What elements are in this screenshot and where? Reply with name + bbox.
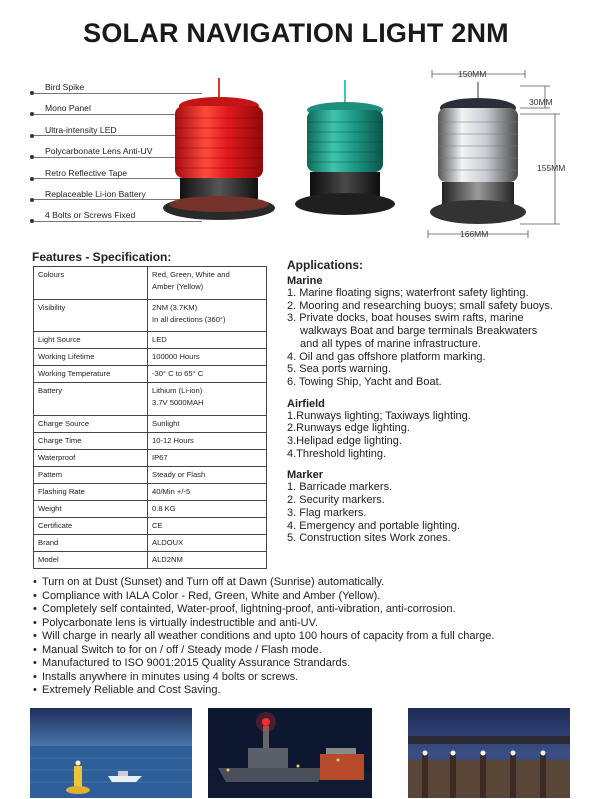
list-item: 1.Runways lighting; Taxiways lighting.: [287, 409, 471, 422]
table-row: [34, 366, 267, 383]
spec-value-cell: -30° C to 65° C: [148, 366, 267, 383]
table-row: [34, 349, 267, 366]
list-item: • Compliance with IALA Color - Red, Green, White and Amber (Yellow).: [33, 590, 583, 604]
spec-key-cell: Charge Time: [34, 432, 148, 449]
feature-bullets: [33, 576, 583, 698]
list-item: 6. Towing Ship, Yacht and Boat.: [287, 375, 442, 388]
list-item: walkways Boat and barge terminals Breakwaters: [300, 325, 538, 338]
spec-value-cell: Sunlight: [148, 415, 267, 432]
buoy-photo: [30, 708, 192, 798]
red-lamp-image: [160, 78, 278, 224]
spec-value-cell: LED: [148, 332, 267, 349]
ship-photo: [208, 708, 372, 798]
dim-body-height: 155MM: [537, 163, 566, 173]
list-item: 5. Sea ports warning.: [287, 363, 391, 376]
list-item: 4. Emergency and portable lighting.: [287, 519, 461, 532]
spec-table: [33, 266, 267, 569]
spec-key-cell: Working Lifetime: [34, 349, 148, 366]
spec-key-cell: Visibility: [34, 299, 148, 332]
green-lamp-image: [292, 80, 398, 220]
list-item: 1. Marine floating signs; waterfront safety lighting.: [287, 287, 529, 299]
list-item: • Turn on at Dust (Sunset) and Turn off at Dawn (Sunrise) automatically.: [33, 576, 583, 590]
marker-heading: Marker: [287, 469, 324, 482]
dim-base-width: 166MM: [460, 229, 489, 239]
list-item: • Manual Switch to for on / off / Steady mode / Flash mode.: [33, 644, 583, 658]
list-item: 5. Construction sites Work zones.: [287, 532, 451, 545]
airfield-group: [287, 398, 587, 461]
spec-key-cell: Colours: [34, 267, 148, 300]
list-item: 3.Helipad edge lighting.: [287, 435, 402, 448]
dim-spike-height: 30MM: [529, 97, 553, 107]
callout-bird-spike: Bird Spike: [28, 78, 218, 99]
list-item: • Installs anywhere in minutes using 4 bolts or screws.: [33, 671, 583, 685]
callout-bolts: 4 Bolts or Screws Fixed: [28, 206, 218, 227]
marine-group: [287, 275, 587, 389]
list-item: • Manufactured to ISO 9001:2015 Quality Assurance Strandards.: [33, 657, 583, 671]
table-row: [34, 383, 267, 416]
list-item: • Polycarbonate lens is virtually indestructible and anti-UV.: [33, 617, 583, 631]
table-row: [34, 267, 267, 300]
callout-mono-panel: Mono Panel: [28, 99, 218, 120]
list-item: 3. Flag markers.: [287, 506, 367, 519]
spec-value-cell: 10-12 Hours: [148, 432, 267, 449]
callout-battery: Replaceable Li-ion Battery: [28, 185, 218, 206]
spec-value-cell: Red, Green, White and Amber (Yellow): [148, 267, 267, 300]
list-item: • Completely self containted, Water-proof, lightning-proof, anti-vibration, anti-corrosion.: [33, 603, 583, 617]
spec-value-cell: 100000 Hours: [148, 349, 267, 366]
dock-photo: [408, 708, 570, 798]
table-row: [34, 299, 267, 332]
spec-key-cell: Light Source: [34, 332, 148, 349]
table-row: [34, 517, 267, 534]
applications-title: Applications:: [287, 258, 364, 272]
dim-top-width: 150MM: [458, 69, 487, 79]
marker-group: [287, 469, 587, 545]
table-row: [34, 551, 267, 568]
spec-key-cell: Battery: [34, 383, 148, 416]
spec-value-cell: Steady or Flash: [148, 466, 267, 483]
list-item: 1. Barricade markers.: [287, 481, 393, 494]
spec-value-cell: ALD2NM: [148, 551, 267, 568]
spec-key-cell: Weight: [34, 500, 148, 517]
table-row: [34, 500, 267, 517]
list-item: 2.Runways edge lighting.: [287, 422, 410, 435]
table-row: [34, 466, 267, 483]
callout-tape: Retro Reflective Tape: [28, 164, 218, 185]
list-item: 4.Threshold lighting.: [287, 447, 387, 460]
spec-key-cell: Working Temperature: [34, 366, 148, 383]
page-title: SOLAR NAVIGATION LIGHT 2NM: [83, 18, 509, 48]
marine-heading: Marine: [287, 275, 323, 287]
list-item: 2. Mooring and researching buoys; small safety buoys.: [287, 299, 553, 312]
applications-section: [287, 258, 587, 554]
spec-value-cell: 2NM (3.7KM) In all directions (360°): [148, 299, 267, 332]
spec-key-cell: Brand: [34, 534, 148, 551]
list-item: • Extremely Reliable and Cost Saving.: [33, 684, 583, 698]
table-row: [34, 332, 267, 349]
table-row: [34, 415, 267, 432]
table-row: [34, 534, 267, 551]
table-row: [34, 432, 267, 449]
spec-key-cell: Certificate: [34, 517, 148, 534]
list-item: • Will charge in nearly all weather conditions and upto 100 hours of capacity from a full charge.: [33, 630, 583, 644]
dimension-lines: [420, 62, 580, 242]
spec-key-cell: Charge Source: [34, 415, 148, 432]
spec-value-cell: Lithium (Li-ion) 3.7V 5000MAH: [148, 383, 267, 416]
table-row: [34, 483, 267, 500]
spec-key-cell: Flashing Rate: [34, 483, 148, 500]
list-item: 3. Private docks, boat houses swim rafts, marine: [287, 312, 524, 325]
list-item: and all types of marine infrastructure.: [300, 337, 481, 350]
spec-key-cell: Waterproof: [34, 449, 148, 466]
features-title: Features - Specification:: [32, 250, 172, 264]
spec-value-cell: 40/Min +/-5: [148, 483, 267, 500]
spec-value-cell: 0.8 KG: [148, 500, 267, 517]
table-row: [34, 449, 267, 466]
spec-key-cell: Pattem: [34, 466, 148, 483]
airfield-heading: Airfield: [287, 397, 325, 410]
spec-value-cell: IP67: [148, 449, 267, 466]
list-item: 4. Oil and gas offshore platform marking.: [287, 350, 486, 363]
callout-led: Ultra-intensity LED: [28, 121, 218, 142]
spec-value-cell: ALDOUX: [148, 534, 267, 551]
list-item: 2. Security markers.: [287, 494, 385, 507]
spec-value-cell: CE: [148, 517, 267, 534]
spec-key-cell: Model: [34, 551, 148, 568]
callout-lens: Polycarbonate Lens Anti-UV: [28, 142, 218, 163]
